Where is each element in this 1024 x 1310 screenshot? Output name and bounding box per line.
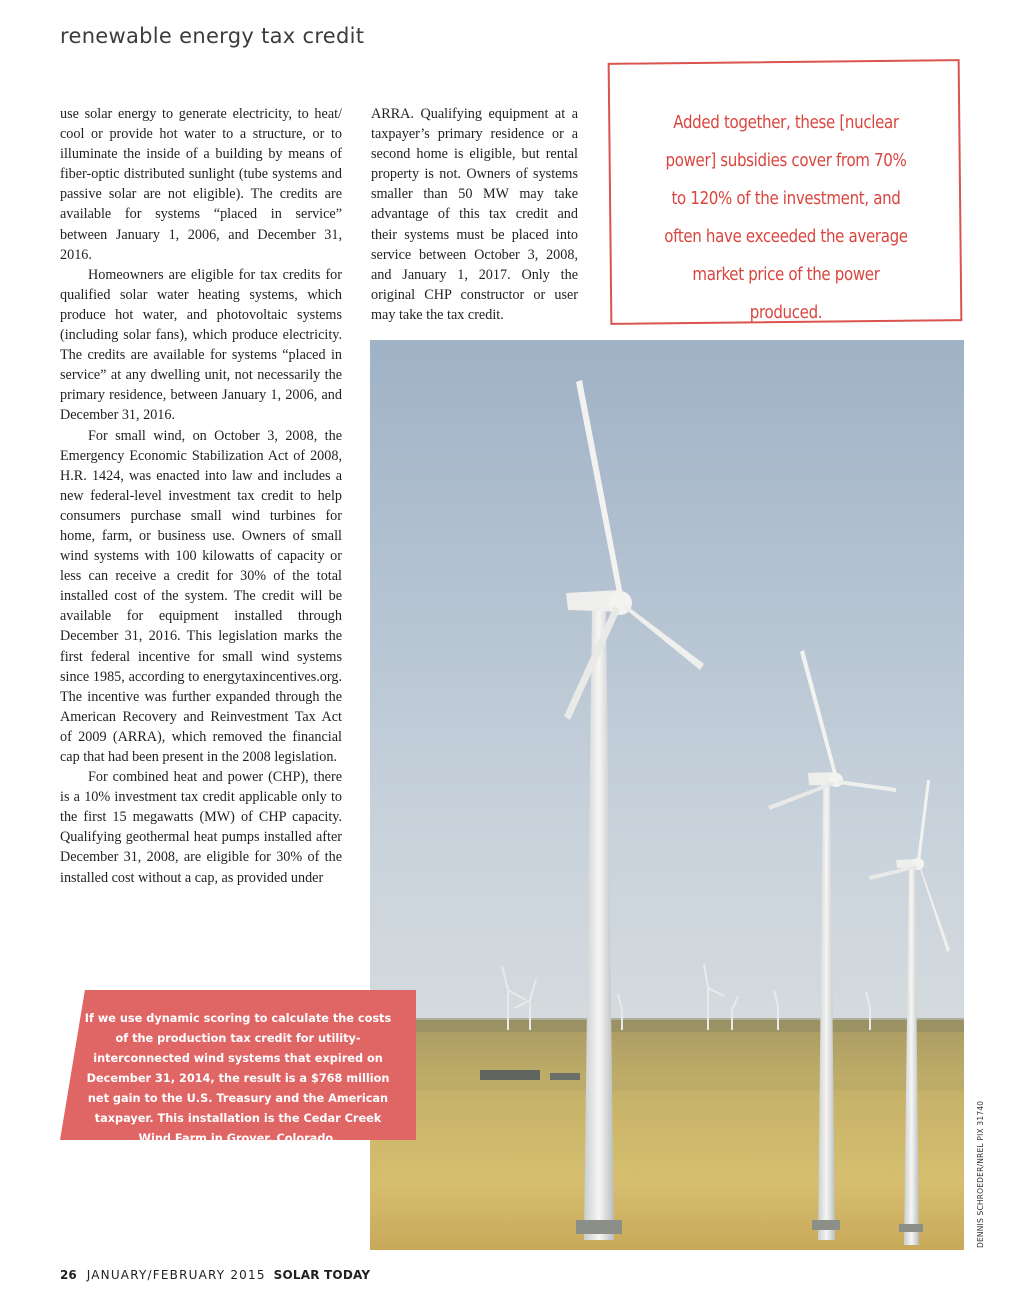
photo-caption: If we use dynamic scoring to calculate the costs of the production tax credit for utility-interconnected wind systems that expired on December 31, 2014, the result is a $768 million net gain to the U.S. Treasury and the American taxpayer. This installation is the Cedar Creek Wind Farm in Grover, Colorado. <box>84 1012 392 1145</box>
paragraph: For small wind, on October 3, 2008, the Emergency Economic Stabilization Act of 2008, H.R. 1424, was enacted into law and includes a new federal-level investment tax credit to help consumers purchase small wind turbines for home, farm, or business use. Owners of small wind systems with 100 kilowatts of capacity or less can receive a credit for 30% of the total installed cost of the system. The credit will be available for equipment installed through December 31, 2016. This legislation marks the first federal incentive for small wind systems since 1985, according to energytaxincentives.org. The incentive was further expanded through the American Recovery and Reinvestment Tax Act of 2009 (ARRA), which removed the financial cap that had been present in the 2008 legislation. <box>60 427 342 765</box>
article-column-middle <box>371 104 578 325</box>
running-header: renewable energy tax credit <box>60 24 365 48</box>
paragraph: ARRA. Qualifying equipment at a taxpayer’s primary residence or a second home is eligible, but rental property is not. Owners of systems smaller than 50 MW may take advantage of this tax credit and their systems must be placed into service between October 3, 2008, and January 1, 2017. Only the original CHP constructor or user may take the tax credit. <box>371 106 578 323</box>
page-number: 26 <box>60 1268 77 1282</box>
article-column-left <box>60 104 342 888</box>
magazine-name: SOLAR TODAY <box>273 1268 371 1282</box>
wind-farm-photo <box>370 340 964 1250</box>
paragraph: use solar energy to generate electricity, to heat/ cool or provide hot water to a structure, or to illuminate the inside of a building by means of fiber-optic distributed sunlight (tube systems and passive solar are not eligible). The credits are available for systems “placed in service” between January 1, 2006, and December 31, 2016. <box>60 106 342 263</box>
paragraph: For combined heat and power (CHP), there is a 10% investment tax credit applicable only to the first 15 megawatts (MW) of CHP capacity. Qualifying geothermal heat pumps installed after December 31, 2008, are eligible for 30% of the installed cost without a cap, as provided under <box>60 769 342 886</box>
page-footer <box>60 1268 370 1282</box>
issue-date: JANUARY/FEBRUARY 2015 <box>86 1268 266 1282</box>
paragraph: Homeowners are eligible for tax credits for qualified solar water heating systems, which produce hot water, and photovoltaic systems (including solar fans), which produce electricity. The credits are available for systems “placed in service” at any dwelling unit, not necessarily the primary residence, between January 1, 2006, and December 31, 2016. <box>60 266 342 424</box>
photo-credit: DENNIS SCHROEDER/NREL PIX 31740 <box>976 1100 985 1248</box>
pull-quote: Added together, these [nuclear power] subsidies cover from 70% to 120% of the investment, and often have exceeded the average market price of the power produced. <box>664 113 908 323</box>
